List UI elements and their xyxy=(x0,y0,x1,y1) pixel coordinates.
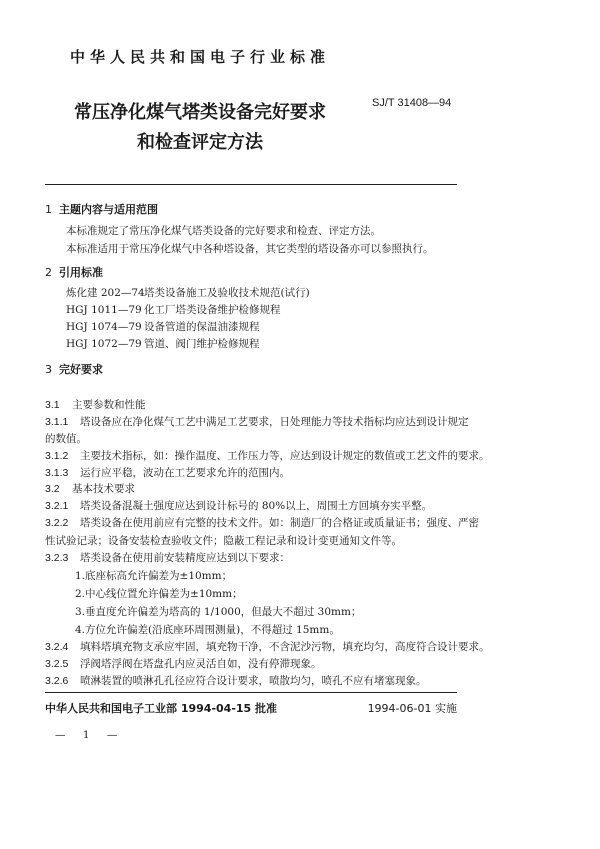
clause-3-1-1-continued: 的数值。 xyxy=(45,433,87,445)
clause-3-1-1: 3.1.1 塔设备应在净化煤气工艺中满足工艺要求，日处理能力等技术指标均应达到设计规定 xyxy=(45,416,469,428)
footer-divider xyxy=(45,692,457,693)
effective-date: 1994-06-01 实施 xyxy=(367,702,457,715)
section-1-paragraph: 本标准适用于常压净化煤气中各种塔设备，其它类型的塔设备亦可以参照执行。 xyxy=(66,243,434,255)
tolerance-item: 2.中心线位置允许偏差为±10mm； xyxy=(75,588,243,600)
approval-line: 中华人民共和国电子工业部 1994-04-15 批准 xyxy=(45,702,278,715)
tolerance-item: 3.垂直度允许偏差为塔高的 1/1000，但最大不超过 30mm； xyxy=(75,606,362,618)
section-1-heading: 1 主题内容与适用范围 xyxy=(45,203,158,216)
reference-item: 炼化建 202—74塔类设备施工及验收技术规范(试行) xyxy=(66,287,310,299)
section-3-heading: 3 完好要求 xyxy=(45,363,103,376)
clause-3-2-6: 3.2.6 喷淋装置的喷淋孔孔径应符合设计要求，喷散均匀，喷孔不应有堵塞现象。 xyxy=(45,675,427,687)
clause-3-2-2: 3.2.2 塔类设备在使用前应有完整的技术文件。如：制造厂的合格证或质量证书；强度、严密 xyxy=(45,517,479,529)
clause-3-2-3: 3.2.3 塔类设备在使用前安装精度应达到以下要求： xyxy=(45,552,290,564)
clause-3-2-5: 3.2.5 浮阀塔浮阀在塔盘孔内应灵活自如，没有停滞现象。 xyxy=(45,658,322,670)
clause-3-1-3: 3.1.3 运行应平稳，波动在工艺要求允许的范围内。 xyxy=(45,467,290,479)
standard-code: SJ/T 31408—94 xyxy=(372,97,452,109)
document-title-line1: 常压净化煤气塔类设备完好要求 xyxy=(74,102,326,123)
section-2-heading: 2 引用标准 xyxy=(45,266,103,279)
tolerance-item: 4.方位允许偏差(沿底座环周围测量)，不得超过 15mm。 xyxy=(75,624,340,636)
clause-3-2-1: 3.2.1 塔类设备混凝土强度应达到设计标号的 80%以上，周围土方回填夯实平整。 xyxy=(45,500,433,512)
clause-3-2: 3.2 基本技术要求 xyxy=(45,483,135,495)
section-1-paragraph: 本标准规定了常压净化煤气塔类设备的完好要求和检查、评定方法。 xyxy=(66,225,381,237)
header-divider xyxy=(45,184,457,185)
clause-3-1: 3.1 主要参数和性能 xyxy=(45,399,146,411)
tolerance-item: 1.底座标高允许偏差为±10mm； xyxy=(75,570,233,582)
reference-item: HGJ 1074—79 设备管道的保温油漆规程 xyxy=(66,321,260,333)
standard-category-header: 中华人民共和国电子行业标准 xyxy=(69,48,330,66)
clause-3-2-4: 3.2.4 填料塔填充物支承应牢固，填充物干净，不含泥沙污物，填充均匀，高度符合设计要求。 xyxy=(45,641,490,653)
clause-3-2-2-continued: 性试验记录；设备安装检查验收文件；隐蔽工程记录和设计变更通知文件等。 xyxy=(45,535,402,547)
reference-item: HGJ 1011—79 化工厂塔类设备维护检修规程 xyxy=(66,304,281,316)
document-title-line2: 和检查评定方法 xyxy=(137,132,263,153)
reference-item: HGJ 1072—79 管道、阀门维护检修规程 xyxy=(66,338,260,350)
page-number: — 1 — xyxy=(55,729,118,741)
clause-3-1-2: 3.1.2 主要技术指标，如：操作温度、工作压力等，应达到设计规定的数值或工艺文件的要求。 xyxy=(45,450,490,462)
